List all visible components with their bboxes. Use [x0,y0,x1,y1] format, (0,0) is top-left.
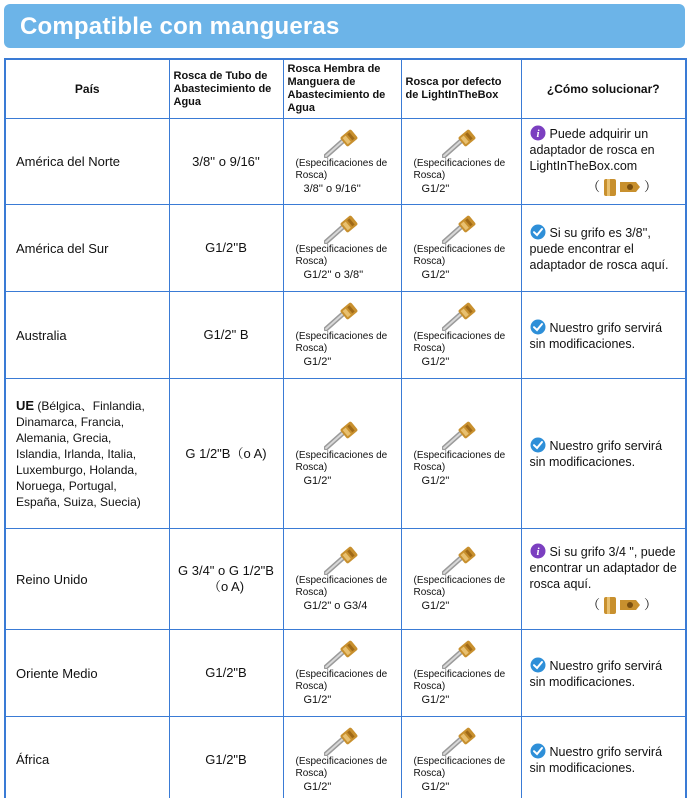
solution-text: Nuestro grifo servirá sin modificaciones. [529,439,663,469]
country-title: UE [16,397,35,413]
default-thread-cell [401,205,521,292]
solution-text: Nuestro grifo servirá sin modificaciones. [529,745,663,776]
spec-value: G1/2" [421,780,450,793]
header-solucion: ¿Cómo solucionar? [521,59,686,119]
brass-adapter-icon[interactable]: （ ） [586,179,657,194]
solution-cell [521,717,686,798]
hose-thread-cell [283,205,401,292]
solution-cell [521,379,686,529]
solution-cell [521,292,686,379]
hose-fitting-icon [442,128,478,158]
spec-value: G1/2" [303,474,332,487]
blue-check-icon [530,657,546,673]
spec-value: G1/2" [303,780,332,793]
svg-text:i: i [535,128,540,140]
default-thread-cell [401,379,521,529]
hose-fitting-icon [442,420,478,450]
solution-text: Si su grifo 3/4 ", puede encontrar un adaptador de rosca aquí. [529,544,677,591]
solution-text: Nuestro grifo servirá sin modificaciones. [529,658,663,689]
hose-thread-cell [283,119,401,205]
solution-cell [521,630,686,717]
table-row [5,630,686,717]
title-banner [4,4,685,48]
table-row [5,205,686,292]
header-tubo: Rosca de Tubo de Abastecimiento de Agua [169,59,283,119]
hose-fitting-icon [324,301,360,331]
hose-fitting-icon [442,726,478,756]
solution-cell [521,205,686,292]
header-defecto: Rosca por defecto de LightInTheBox [401,59,521,119]
hose-fitting-icon [442,639,478,669]
hose-thread-cell [283,717,401,798]
spec-label: (Especificaciones de Rosca) [295,157,388,181]
table-row [5,379,686,529]
country-cell: Oriente Medio [5,630,169,717]
hose-fitting-icon [442,301,478,331]
header-pais: País [5,59,169,119]
hose-fitting-icon [324,726,360,756]
solution-text: Puede adquirir un adaptador de rosca en LightInTheBox.com [529,127,655,173]
header-row [5,59,686,119]
spec-label: (Especificaciones de Rosca) [295,244,388,267]
blue-check-icon [530,224,546,240]
tube-thread-cell: G 1/2"B（o A) [169,379,283,529]
tube-thread-cell: G 3/4" o G 1/2"B（o A) [169,529,283,630]
country-cell: África [5,717,169,798]
tube-thread-cell: G1/2''B [169,205,283,292]
spec-label: (Especificaciones de Rosca) [413,449,506,473]
country-cell: América del Sur [5,205,169,292]
solution-text: Si su grifo es 3/8'', puede encontrar el adaptador de rosca aquí. [529,225,669,272]
compatibility-table [4,58,687,798]
spec-label: (Especificaciones de Rosca) [413,244,506,267]
default-thread-cell [401,292,521,379]
hose-fitting-icon [324,214,360,244]
table-row [5,119,686,205]
purple-info-icon [530,125,546,141]
spec-label: (Especificaciones de Rosca) [413,331,506,354]
hose-thread-cell [283,630,401,717]
default-thread-cell [401,717,521,798]
spec-label: (Especificaciones de Rosca) [295,331,388,354]
country-cell [5,379,169,529]
blue-check-icon [530,319,546,335]
country-cell: América del Norte [5,119,169,205]
spec-value: G1/2" [421,600,450,612]
solution-cell [521,119,686,205]
spec-label: (Especificaciones de Rosca) [413,755,506,779]
tube-thread-cell: 3/8'' o 9/16'' [169,119,283,205]
default-thread-cell [401,529,521,630]
default-thread-cell [401,119,521,205]
hose-thread-cell [283,529,401,630]
country-cell: Australia [5,292,169,379]
spec-value: G1/2" [421,356,450,368]
tube-thread-cell: G1/2"B [169,630,283,717]
spec-value: G1/2" [303,694,332,706]
table-row [5,292,686,379]
table-row [5,717,686,798]
hose-fitting-icon [324,128,360,158]
hose-thread-cell [283,379,401,529]
purple-info-icon [530,543,546,559]
blue-check-icon [530,437,546,453]
spec-value: 3/8'' o 9/16'' [303,182,361,195]
blue-check-icon [530,743,546,759]
spec-label: (Especificaciones de Rosca) [295,575,388,598]
spec-label: (Especificaciones de Rosca) [413,157,506,181]
hose-fitting-icon [442,545,478,575]
country-cell: Reino Unido [5,529,169,630]
spec-value: G1/2" [303,356,332,368]
tube-thread-cell: G1/2"B [169,717,283,798]
hose-fitting-icon [442,214,478,244]
tube-thread-cell: G1/2" B [169,292,283,379]
solution-cell [521,529,686,630]
spec-value: G1/2" [421,694,450,706]
spec-label: (Especificaciones de Rosca) [295,755,388,779]
spec-value: G1/2" o G3/4 [303,600,368,612]
hose-fitting-icon [324,545,360,575]
spec-value: G1/2" [421,269,450,281]
spec-label: (Especificaciones de Rosca) [295,669,388,692]
hose-thread-cell [283,292,401,379]
hose-fitting-icon [324,420,360,450]
spec-label: (Especificaciones de Rosca) [413,575,506,598]
solution-text: Nuestro grifo servirá sin modificaciones. [529,320,663,351]
default-thread-cell [401,630,521,717]
spec-value: G1/2" [421,182,450,195]
page-title: Compatible con mangueras [20,13,340,40]
country-list: (Bélgica、Finlandia, Dinamarca, Francia, Alemania, Grecia, Islandia, Irlanda, Italia, Luxemburgo, Holanda, Noruega, Portugal, España, Suiza, Suecia) [16,398,145,509]
spec-value: G1/2" [421,474,450,487]
header-hembra: Rosca Hembra de Manguera de Abastecimiento de Agua [283,59,401,119]
table-row [5,529,686,630]
spec-label: (Especificaciones de Rosca) [413,669,506,692]
svg-text:i: i [535,545,540,558]
spec-value: G1/2'' o 3/8'' [303,269,364,281]
brass-adapter-icon[interactable]: （ ） [586,596,657,612]
hose-fitting-icon [324,639,360,669]
spec-label: (Especificaciones de Rosca) [295,449,388,473]
